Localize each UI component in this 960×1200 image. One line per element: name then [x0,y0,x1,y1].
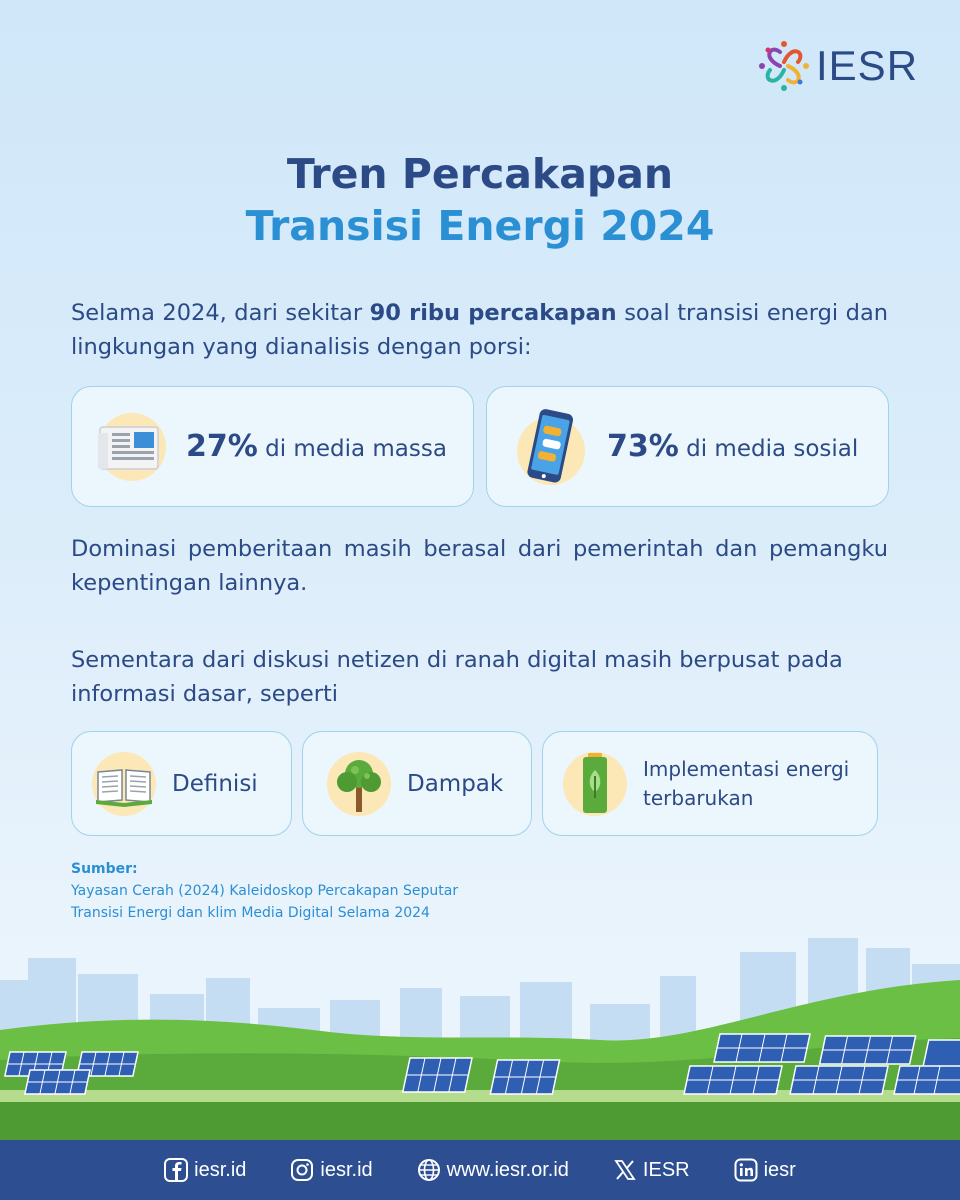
stat-media-sosial [607,429,858,464]
intro-text-1: Selama 2024, dari sekitar [71,300,370,326]
tree-icon [325,750,393,818]
stat-media-massa [186,429,447,464]
topic-label-dampak: Dampak [407,770,504,797]
globe-icon [417,1158,441,1182]
facebook-icon [164,1158,188,1182]
newspaper-icon [90,405,174,489]
source-heading: Sumber: [71,861,138,877]
ground [0,1102,960,1140]
dominasi-paragraph: Dominasi pemberitaan masih berasal dari pemerintah dan pemangku kepentingan lainnya. [71,536,888,596]
source-line-2: Transisi Energi dan klim Media Digital Selama 2024 [71,905,430,921]
footer-instagram[interactable] [290,1158,372,1182]
x-icon [613,1158,637,1182]
stat-label: di media massa [257,436,447,462]
iesr-logo-icon [756,38,812,94]
footer-facebook[interactable] [164,1158,246,1182]
intro-text-2: soal transisi energi dan lingkungan yang dianalisis dengan porsi: [71,300,888,360]
website-url: www.iesr.or.id [446,1158,569,1181]
facebook-handle: iesr.id [194,1158,247,1181]
stat-card-media-sosial [486,386,889,507]
instagram-icon [290,1158,314,1182]
intro-paragraph [71,296,888,364]
footer-x[interactable] [613,1158,690,1182]
smartphone-chat-icon [509,405,593,489]
page-title: Tren Percakapan [286,150,674,198]
stat-label: di media sosial [678,436,859,462]
linkedin-icon [734,1158,758,1182]
iesr-logo [756,38,918,94]
stat-percent: 73% [607,429,679,464]
netizen-paragraph: Sementara dari diskusi netizen di ranah digital masih berpusat pada informasi dasar, seperti [71,647,843,707]
topic-card-dampak [302,731,532,836]
intro-highlight: 90 ribu percakapan [369,300,617,326]
topic-card-definisi [71,731,292,836]
topic-card-implementasi [542,731,878,836]
source-note [71,858,458,924]
stat-percent: 27% [186,429,258,464]
stat-card-media-massa [71,386,474,507]
footer-website[interactable] [417,1158,569,1182]
footer-linkedin[interactable] [734,1158,796,1182]
linkedin-handle: iesr [763,1158,796,1181]
footer-bar [0,1140,960,1200]
instagram-handle: iesr.id [320,1158,373,1181]
logo-text: IESR [816,42,919,89]
topic-label-definisi: Definisi [172,770,258,797]
landscape-illustration [0,930,960,1140]
topic-label-implementasi: Implementasi energi terbarukan [643,756,850,810]
source-line-1: Yayasan Cerah (2024) Kaleidoskop Percakapan Seputar [71,883,459,899]
battery-leaf-icon [561,750,629,818]
x-handle: IESR [642,1158,690,1181]
book-icon [90,750,158,818]
page-subtitle: Transisi Energi 2024 [245,202,715,250]
